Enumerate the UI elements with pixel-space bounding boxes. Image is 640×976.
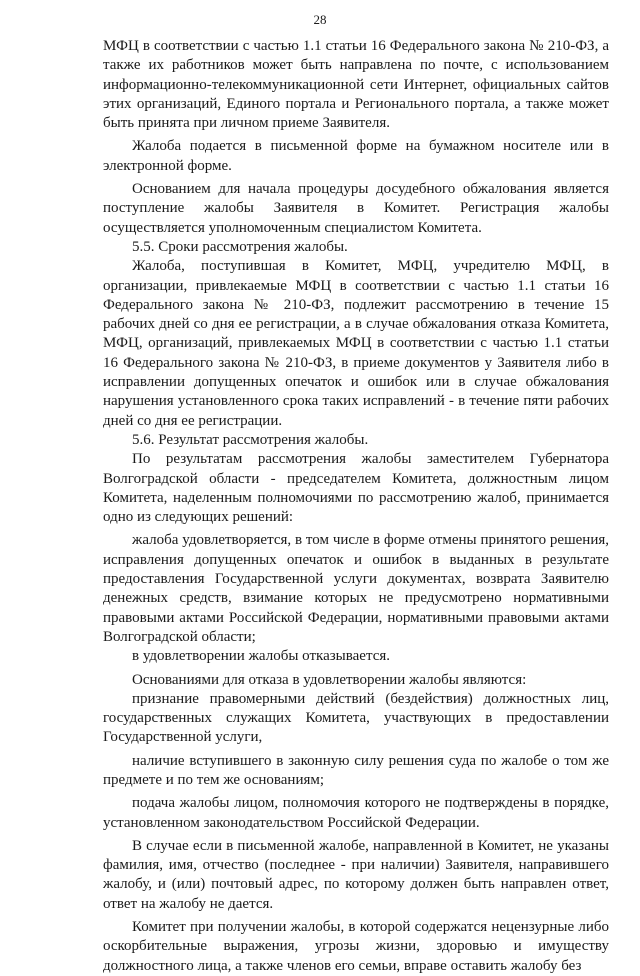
paragraph-ground-unauthorized-person: подача жалобы лицом, полномочия которого не подтверждены в порядке, установленном законодательством Российской Федерации. xyxy=(103,795,609,831)
paragraph-decision-satisfied: жалоба удовлетворяется, в том числе в форме отмены принятого решения, исправления допущенных опечаток и ошибок в выданных в результате предоставления Государственной услуги документах, возврата Заявителю денежных средств, взимание которых не предусмотрено нормативными правовыми актами Российской Федерации, нормативными правовыми актами Волгоградской области; xyxy=(103,532,609,645)
paragraph-decision-refused: в удовлетворении жалобы отказывается. xyxy=(132,648,390,665)
paragraph-ground-lawful-actions: признание правомерными действий (бездействия) должностных лиц, государственных служащих Комитета, участвующих в предоставлении Государственной услуги, xyxy=(103,690,609,746)
page-number: 28 xyxy=(313,12,327,27)
document-body xyxy=(103,37,609,976)
paragraph-refusal-grounds: Основаниями для отказа в удовлетворении жалобы являются: xyxy=(132,671,527,688)
section-heading-5-6: 5.6. Результат рассмотрения жалобы. xyxy=(132,431,369,448)
paragraph-no-answer-case: В случае если в письменной жалобе, направленной в Комитет, не указаны фамилия, имя, отчество (последнее - при наличии) Заявителя, направившего жалобу, и (или) почтовый адрес, по которому должен быть направлен ответ, ответ на жалобу не дается. xyxy=(103,837,609,912)
paragraph-appeal-registration: Основанием для начала процедуры досудебного обжалования является поступление жалобы Заявителя в Комитет. Регистрация жалобы осуществляется уполномоченным специалистом Комитета. xyxy=(103,181,609,236)
paragraph-offensive-appeal: Комитет при получении жалобы, в которой содержатся нецензурные либо оскорбительные выражения, угрозы жизни, здоровью и имуществу должностного лица, а также членов его семьи, вправе оставить жалобу без xyxy=(103,919,609,974)
paragraph-review-results: По результатам рассмотрения жалобы заместителем Губернатора Волгоградской области - председателем Комитета, должностным лицом Комитета, наделенным полномочиями по рассмотрению жалоб, принимается одно из следующих решений: xyxy=(103,451,609,526)
paragraph-review-terms: Жалоба, поступившая в Комитет, МФЦ, учредителю МФЦ, в организации, привлекаемые МФЦ в соответствии с частью 1.1 статьи 16 Федерального закона № 210-ФЗ, подлежит рассмотрению в течение 15 рабочих дней со дня ее регистрации, а в случае обжалования отказа Комитета, МФЦ, организаций, привлекаемых МФЦ в соответствии с частью 1.1 статьи 16 Федерального закона № 210-ФЗ, в приеме документов у Заявителя либо в исправлении допущенных опечаток и ошибок или в случае обжалования нарушения установленного срока таких исправлений - в течение пяти рабочих дней со дня ее регистрации. xyxy=(103,258,609,429)
paragraph-mfc-appeal-channels: МФЦ в соответствии с частью 1.1 статьи 16 Федерального закона № 210-ФЗ, а также их работников может быть направлена по почте, с использованием информационно-телекоммуникационной сети Интернет, официальных сайтов этих организаций, Единого портала и Регионального портала, а также может быть принята при личном приеме Заявителя. xyxy=(103,38,609,132)
section-heading-5-5: 5.5. Сроки рассмотрения жалобы. xyxy=(132,238,348,255)
paragraph-ground-court-decision: наличие вступившего в законную силу решения суда по жалобе о том же предмете и по тем же основаниям; xyxy=(103,752,609,788)
paragraph-appeal-form: Жалоба подается в письменной форме на бумажном носителе или в электронной форме. xyxy=(103,138,609,174)
